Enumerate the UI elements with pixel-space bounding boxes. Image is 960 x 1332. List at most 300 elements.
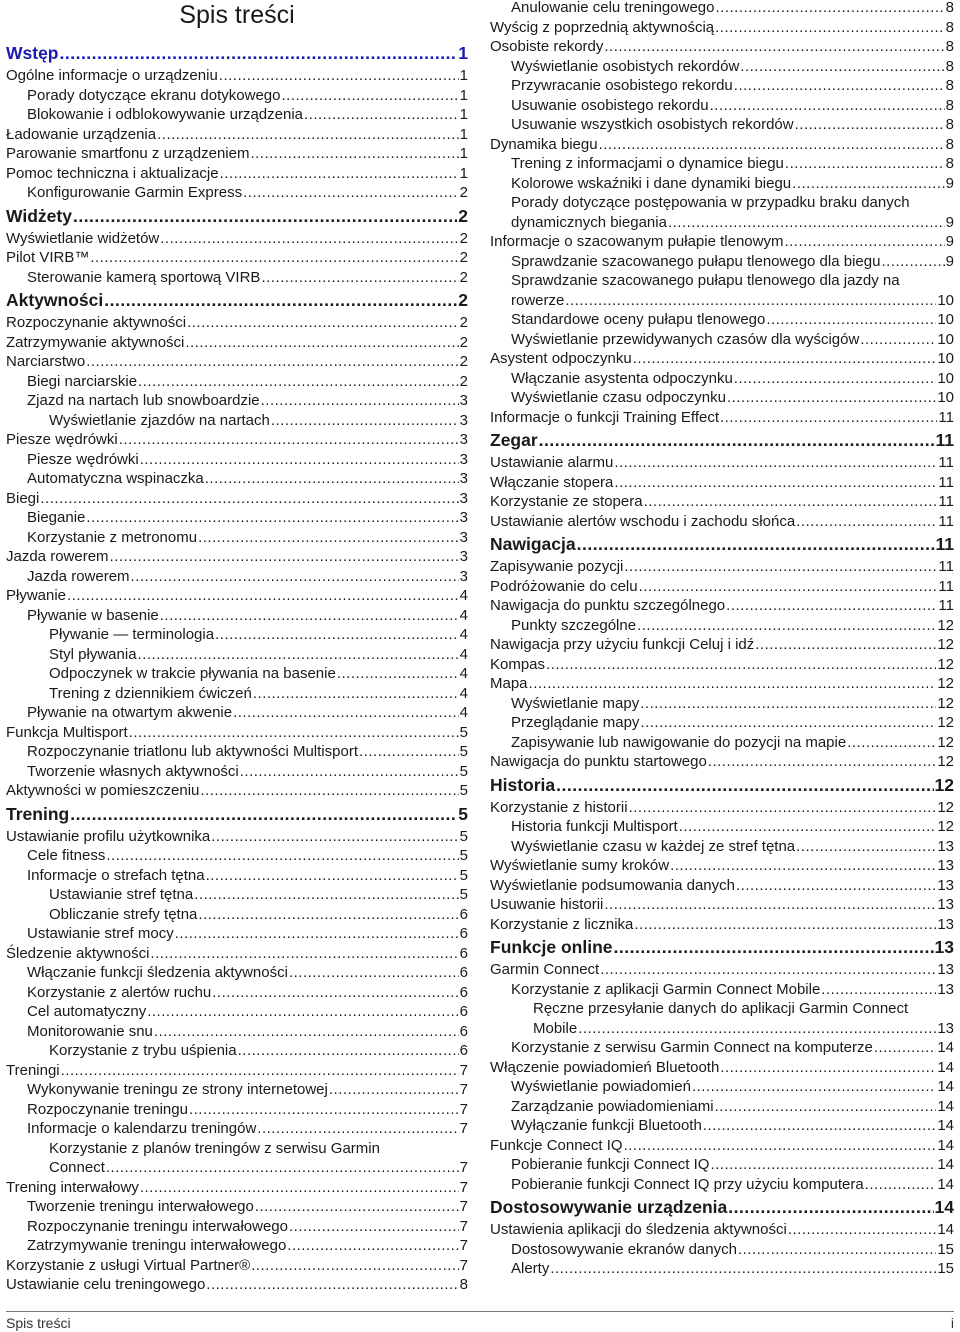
dot-leader bbox=[679, 817, 937, 837]
toc-entry[interactable] bbox=[6, 586, 468, 606]
toc-page-number: 12 bbox=[937, 675, 954, 692]
dot-leader bbox=[185, 333, 458, 353]
toc-page-number: 2 bbox=[459, 372, 468, 390]
toc-page-number: 11 bbox=[938, 597, 954, 614]
toc-entry[interactable] bbox=[490, 876, 954, 896]
toc-entry[interactable] bbox=[6, 905, 468, 925]
toc-entry[interactable] bbox=[490, 694, 954, 714]
toc-page-number: 8 bbox=[945, 155, 954, 172]
toc-entry[interactable] bbox=[6, 866, 468, 886]
toc-entry-title: Korzystanie ze stopera bbox=[490, 493, 643, 510]
toc-entry[interactable] bbox=[6, 391, 468, 411]
toc-page-number: 12 bbox=[937, 616, 954, 634]
dot-leader bbox=[206, 1275, 458, 1295]
dot-leader bbox=[796, 512, 937, 532]
toc-page-number: 11 bbox=[938, 408, 954, 426]
dot-leader bbox=[600, 960, 936, 980]
dot-leader bbox=[337, 664, 459, 684]
dot-leader bbox=[261, 268, 458, 288]
toc-entry[interactable] bbox=[6, 781, 468, 801]
toc-page-number: 14 bbox=[937, 1058, 954, 1076]
toc-entry[interactable] bbox=[6, 352, 468, 372]
toc-entry-title: Monitorowanie snu bbox=[27, 1022, 153, 1040]
toc-entry-title: Kolorowe wskaźniki i dane dynamiki biegu bbox=[511, 174, 792, 192]
toc-entry[interactable] bbox=[6, 268, 468, 288]
toc-entry[interactable] bbox=[6, 164, 468, 184]
toc-entry[interactable] bbox=[6, 625, 468, 645]
toc-entry-title: Usuwanie wszystkich osobistych rekordów bbox=[511, 116, 794, 133]
toc-entry[interactable] bbox=[490, 271, 954, 310]
toc-entry[interactable] bbox=[6, 963, 468, 983]
toc-entry[interactable] bbox=[490, 1155, 954, 1175]
toc-entry-title: Pływanie na otwartym akwenie bbox=[27, 704, 233, 721]
dot-leader bbox=[639, 577, 938, 597]
toc-entry[interactable] bbox=[490, 0, 954, 18]
toc-page-number: 14 bbox=[934, 1197, 954, 1217]
toc-entry[interactable] bbox=[490, 752, 954, 772]
toc-entry[interactable] bbox=[6, 450, 468, 470]
toc-entry[interactable] bbox=[490, 915, 954, 935]
toc-entry-title: Ustawianie stref mocy bbox=[27, 925, 174, 942]
toc-page-number: 6 bbox=[459, 1003, 468, 1020]
dot-leader bbox=[668, 213, 945, 233]
dot-leader bbox=[821, 980, 936, 1000]
toc-entry[interactable] bbox=[490, 388, 954, 408]
toc-entry-title: Podróżowanie do celu bbox=[490, 577, 638, 595]
toc-entry[interactable] bbox=[490, 76, 954, 96]
toc-entry-title: Korzystanie z trybu uśpienia bbox=[49, 1042, 237, 1059]
toc-entry[interactable] bbox=[490, 895, 954, 915]
toc-section-entry[interactable] bbox=[6, 40, 468, 66]
toc-entry[interactable] bbox=[6, 606, 468, 626]
toc-entry[interactable] bbox=[490, 856, 954, 876]
toc-entry[interactable] bbox=[6, 547, 468, 567]
dot-leader bbox=[720, 1058, 936, 1078]
toc-entry[interactable] bbox=[490, 369, 954, 389]
toc-page-number: 7 bbox=[459, 1061, 468, 1079]
toc-page-number: 5 bbox=[458, 803, 468, 824]
toc-entry-title: Pilot VIRB™ bbox=[6, 249, 90, 266]
toc-entry[interactable] bbox=[490, 733, 954, 753]
toc-entry-title: Trening bbox=[6, 803, 70, 824]
toc-entry[interactable] bbox=[490, 232, 954, 252]
dot-leader bbox=[157, 125, 459, 145]
toc-entry[interactable] bbox=[6, 508, 468, 528]
dot-leader bbox=[740, 57, 944, 77]
dot-leader bbox=[865, 1175, 937, 1195]
toc-entry-title: Porady dotyczące ekranu dotykowego bbox=[27, 86, 281, 104]
toc-entry[interactable] bbox=[6, 411, 468, 431]
toc-entry[interactable] bbox=[490, 596, 954, 616]
dot-leader bbox=[881, 252, 944, 272]
toc-entry-title: Informacje o funkcji Training Effect bbox=[490, 408, 719, 426]
toc-page-number: 3 bbox=[459, 528, 468, 546]
toc-entry-title-cont: dynamicznych biegania bbox=[511, 213, 667, 231]
toc-page-number: 1 bbox=[459, 67, 468, 84]
dot-leader bbox=[257, 1119, 458, 1139]
toc-entry[interactable] bbox=[490, 1259, 954, 1279]
toc-section-entry[interactable] bbox=[490, 531, 954, 557]
toc-page-number: 14 bbox=[937, 1136, 954, 1154]
dot-leader bbox=[577, 531, 935, 557]
toc-entry[interactable] bbox=[6, 1236, 468, 1256]
toc-entry-title: Wyświetlanie czasu odpoczynku bbox=[511, 389, 726, 406]
toc-entry[interactable] bbox=[6, 983, 468, 1003]
dot-leader bbox=[154, 1022, 459, 1042]
toc-entry[interactable] bbox=[490, 713, 954, 733]
toc-page-number: 1 bbox=[459, 164, 468, 182]
toc-entry-title: Tworzenie własnych aktywności bbox=[27, 762, 239, 780]
toc-entry[interactable] bbox=[6, 664, 468, 684]
toc-entry-title: Funkcja Multisport bbox=[6, 723, 128, 741]
dot-leader bbox=[755, 635, 936, 655]
dot-leader bbox=[220, 164, 459, 184]
toc-page-number: 2 bbox=[459, 268, 468, 286]
toc-page-number: 7 bbox=[459, 1120, 468, 1137]
toc-entry-title: Obliczanie strefy tętna bbox=[49, 905, 198, 923]
toc-entry-title: Bieganie bbox=[27, 509, 86, 526]
toc-entry[interactable] bbox=[6, 742, 468, 762]
toc-page-number: 3 bbox=[459, 411, 468, 429]
toc-entry[interactable] bbox=[490, 174, 954, 194]
dot-leader bbox=[670, 856, 936, 876]
toc-entry[interactable] bbox=[6, 1197, 468, 1217]
dot-leader bbox=[70, 801, 457, 827]
toc-entry[interactable] bbox=[6, 1022, 468, 1042]
toc-entry[interactable] bbox=[490, 980, 954, 1000]
toc-entry-title: Ustawianie alertów wschodu i zachodu słońca bbox=[490, 512, 796, 530]
toc-page-number: 12 bbox=[937, 714, 954, 731]
toc-entry-title-cont: rowerze bbox=[511, 291, 565, 309]
toc-page-number: 3 bbox=[459, 392, 468, 409]
toc-entry-title: Konfigurowanie Garmin Express bbox=[27, 184, 243, 201]
toc-entry-title: Anulowanie celu treningowego bbox=[511, 0, 715, 16]
toc-entry[interactable] bbox=[6, 86, 468, 106]
toc-entry[interactable] bbox=[490, 817, 954, 837]
toc-entry[interactable] bbox=[490, 1220, 954, 1240]
toc-entry-title: Jazda rowerem bbox=[6, 548, 109, 565]
toc-entry-title: Wyświetlanie mapy bbox=[511, 694, 640, 712]
toc-entry[interactable] bbox=[490, 635, 954, 655]
dot-leader bbox=[189, 1100, 459, 1120]
dot-leader bbox=[546, 655, 936, 675]
toc-entry-title: Usuwanie osobistego rekordu bbox=[511, 96, 709, 114]
toc-page-number: 13 bbox=[934, 937, 954, 957]
toc-entry-title: Dostosowywanie ekranów danych bbox=[511, 1240, 737, 1258]
dot-leader bbox=[614, 453, 937, 473]
toc-entry[interactable] bbox=[490, 1175, 954, 1195]
dot-leader bbox=[212, 983, 458, 1003]
toc-entry-title: Wyłączanie funkcji Bluetooth bbox=[511, 1117, 702, 1134]
dot-leader bbox=[215, 625, 459, 645]
toc-section-entry[interactable] bbox=[490, 772, 954, 798]
toc-entry-title: Pływanie w basenie bbox=[27, 606, 159, 624]
toc-entry-title: Funkcje online bbox=[490, 937, 613, 957]
toc-entry[interactable] bbox=[6, 1217, 468, 1237]
dot-leader bbox=[792, 174, 945, 194]
toc-section-entry[interactable] bbox=[490, 1194, 954, 1220]
dot-leader bbox=[703, 1116, 937, 1136]
toc-entry[interactable] bbox=[6, 125, 468, 145]
toc-entry-title: Jazda rowerem bbox=[27, 567, 130, 585]
toc-entry[interactable] bbox=[490, 252, 954, 272]
dot-leader bbox=[692, 1077, 936, 1097]
toc-entry[interactable] bbox=[6, 1002, 468, 1022]
toc-page-number: 8 bbox=[945, 18, 954, 36]
toc-page-number: 14 bbox=[937, 1221, 954, 1238]
toc-page-number: 9 bbox=[945, 213, 954, 231]
toc-entry-title: Ręczne przesyłanie danych do aplikacji Garmin Connect bbox=[533, 1000, 909, 1017]
toc-page-number: 14 bbox=[937, 1078, 954, 1095]
toc-section-entry[interactable] bbox=[490, 934, 954, 960]
dot-leader bbox=[67, 586, 459, 606]
toc-entry[interactable] bbox=[490, 798, 954, 818]
toc-page-number: 3 bbox=[459, 431, 468, 448]
toc-entry-title: Standardowe oceny pułapu tlenowego bbox=[511, 311, 766, 328]
toc-entry-title: Wyświetlanie osobistych rekordów bbox=[511, 57, 740, 75]
toc-entry-title: Włączanie asystenta odpoczynku bbox=[511, 369, 733, 387]
toc-page-number: 1 bbox=[459, 125, 468, 143]
dot-leader bbox=[734, 76, 945, 96]
toc-entry[interactable] bbox=[6, 684, 468, 704]
toc-entry[interactable] bbox=[6, 469, 468, 489]
toc-entry[interactable] bbox=[6, 924, 468, 944]
toc-page-number: 10 bbox=[937, 369, 954, 387]
dot-leader bbox=[578, 1019, 936, 1039]
toc-page-number: 8 bbox=[459, 1276, 468, 1293]
toc-entry-title: Tworzenie treningu interwałowego bbox=[27, 1198, 254, 1215]
toc-entry-title: Wyświetlanie zjazdów na nartach bbox=[49, 411, 270, 429]
dot-leader bbox=[614, 934, 934, 960]
toc-entry[interactable] bbox=[490, 616, 954, 636]
toc-entry[interactable] bbox=[490, 96, 954, 116]
toc-entry-title: Śledzenie aktywności bbox=[6, 944, 150, 962]
toc-entry[interactable] bbox=[490, 1136, 954, 1156]
toc-entry[interactable] bbox=[6, 1041, 468, 1061]
dot-leader bbox=[160, 229, 458, 249]
toc-page-number: 1 bbox=[459, 86, 468, 104]
dot-leader bbox=[160, 606, 459, 626]
toc-entry[interactable] bbox=[6, 313, 468, 333]
toc-entry-title: Rozpoczynanie treningu bbox=[27, 1100, 188, 1118]
toc-entry[interactable] bbox=[6, 229, 468, 249]
toc-entry[interactable] bbox=[6, 333, 468, 353]
dot-leader bbox=[637, 616, 936, 636]
dot-leader bbox=[106, 1158, 459, 1178]
toc-entry[interactable] bbox=[6, 1119, 468, 1139]
toc-section-entry[interactable] bbox=[6, 287, 468, 313]
dot-leader bbox=[796, 837, 936, 857]
toc-page-number: 11 bbox=[938, 558, 954, 575]
toc-entry[interactable] bbox=[490, 492, 954, 512]
toc-entry-title: Cele fitness bbox=[27, 847, 106, 864]
dot-leader bbox=[633, 349, 937, 369]
toc-entry[interactable] bbox=[6, 66, 468, 86]
toc-entry[interactable] bbox=[490, 408, 954, 428]
toc-page-number: 9 bbox=[945, 252, 954, 270]
toc-entry[interactable] bbox=[490, 154, 954, 174]
toc-entry-title: Zatrzymywanie treningu interwałowego bbox=[27, 1237, 287, 1254]
toc-entry[interactable] bbox=[490, 557, 954, 577]
toc-page-number: 5 bbox=[459, 886, 468, 903]
toc-entry[interactable] bbox=[490, 1058, 954, 1078]
toc-entry-title: Narciarstwo bbox=[6, 353, 86, 370]
dot-leader bbox=[194, 885, 458, 905]
dot-leader bbox=[255, 1197, 459, 1217]
toc-entry[interactable] bbox=[490, 1116, 954, 1136]
toc-entry[interactable] bbox=[490, 577, 954, 597]
toc-entry[interactable] bbox=[490, 473, 954, 493]
toc-entry[interactable] bbox=[490, 135, 954, 155]
toc-entry[interactable] bbox=[6, 144, 468, 164]
dot-leader bbox=[73, 203, 457, 229]
dot-leader bbox=[147, 1002, 458, 1022]
dot-leader bbox=[250, 144, 458, 164]
toc-entry[interactable] bbox=[490, 1077, 954, 1097]
dot-leader bbox=[715, 0, 944, 18]
toc-entry[interactable] bbox=[490, 960, 954, 980]
toc-entry[interactable] bbox=[6, 1061, 468, 1081]
toc-entry[interactable] bbox=[490, 37, 954, 57]
toc-entry-title: Pływanie — terminologia bbox=[49, 626, 215, 643]
toc-entry[interactable] bbox=[6, 762, 468, 782]
toc-entry-title: Mapa bbox=[490, 675, 528, 692]
toc-page-number: 12 bbox=[937, 694, 954, 712]
toc-entry-title: Trening z informacjami o dynamice biegu bbox=[511, 155, 784, 172]
toc-entry[interactable] bbox=[490, 999, 954, 1038]
toc-entry[interactable] bbox=[490, 1240, 954, 1260]
toc-page-number: 1 bbox=[459, 106, 468, 123]
toc-entry[interactable] bbox=[490, 512, 954, 532]
toc-entry[interactable] bbox=[6, 248, 468, 268]
toc-page-number: 15 bbox=[937, 1260, 954, 1277]
toc-entry-title: Nawigacja do punktu startowego bbox=[490, 753, 707, 770]
toc-page-number: 6 bbox=[459, 905, 468, 923]
toc-entry[interactable] bbox=[490, 349, 954, 369]
toc-entry[interactable] bbox=[490, 193, 954, 232]
dot-leader bbox=[251, 1256, 458, 1276]
toc-entry[interactable] bbox=[6, 1100, 468, 1120]
toc-entry-title: Cel automatyczny bbox=[27, 1003, 147, 1020]
toc-entry-title: Biegi narciarskie bbox=[27, 372, 138, 390]
toc-entry-title: Dynamika biegu bbox=[490, 135, 598, 153]
toc-entry[interactable] bbox=[6, 846, 468, 866]
toc-section-entry[interactable] bbox=[490, 427, 954, 453]
toc-entry-title: Korzystanie z licznika bbox=[490, 915, 634, 933]
toc-entry[interactable] bbox=[6, 105, 468, 125]
toc-entry-title: Ustawienia aplikacji do śledzenia aktywności bbox=[490, 1221, 787, 1238]
toc-page-number: 14 bbox=[937, 1097, 954, 1115]
toc-page-number: 4 bbox=[459, 665, 468, 682]
toc-entry[interactable] bbox=[6, 1275, 468, 1295]
toc-entry[interactable] bbox=[490, 330, 954, 350]
toc-entry-title: Wyświetlanie przewidywanych czasów dla wyścigów bbox=[511, 330, 860, 348]
toc-entry-title: Zatrzymywanie aktywności bbox=[6, 333, 185, 351]
toc-page-number: 10 bbox=[937, 389, 954, 406]
toc-entry[interactable] bbox=[6, 430, 468, 450]
toc-entry[interactable] bbox=[6, 703, 468, 723]
toc-section-entry[interactable] bbox=[6, 203, 468, 229]
toc-entry[interactable] bbox=[6, 723, 468, 743]
toc-entry[interactable] bbox=[490, 1097, 954, 1117]
toc-page-number: 2 bbox=[459, 333, 468, 351]
toc-page-number: 5 bbox=[459, 743, 468, 760]
toc-page-number: 2 bbox=[459, 249, 468, 266]
toc-entry[interactable] bbox=[6, 1178, 468, 1198]
toc-entry-title: Wyścig z poprzednią aktywnością bbox=[490, 18, 715, 36]
toc-entry[interactable] bbox=[6, 567, 468, 587]
toc-page-number: 12 bbox=[937, 798, 954, 816]
toc-entry-title: Piesze wędrówki bbox=[27, 450, 139, 468]
toc-page-number: 1 bbox=[459, 145, 468, 162]
toc-entry[interactable] bbox=[6, 528, 468, 548]
toc-page-number: 8 bbox=[945, 135, 954, 153]
page-number: i bbox=[950, 1315, 954, 1331]
toc-entry[interactable] bbox=[490, 453, 954, 473]
toc-entry[interactable] bbox=[490, 115, 954, 135]
dot-leader bbox=[556, 772, 933, 798]
toc-entry[interactable] bbox=[490, 310, 954, 330]
toc-entry[interactable] bbox=[490, 57, 954, 77]
dot-leader bbox=[624, 557, 937, 577]
toc-entry[interactable] bbox=[490, 655, 954, 675]
toc-entry-title: Wstęp bbox=[6, 43, 59, 63]
toc-entry-title: Pomoc techniczna i aktualizacje bbox=[6, 164, 219, 182]
toc-entry[interactable] bbox=[490, 18, 954, 38]
toc-page-number: 10 bbox=[937, 291, 954, 309]
toc-entry[interactable] bbox=[6, 1080, 468, 1100]
toc-entry[interactable] bbox=[490, 1038, 954, 1058]
toc-entry[interactable] bbox=[6, 885, 468, 905]
toc-entry[interactable] bbox=[490, 837, 954, 857]
toc-entry-title-cont: Mobile bbox=[533, 1019, 578, 1037]
toc-page-number: 13 bbox=[937, 1019, 954, 1037]
toc-page-number: 12 bbox=[937, 818, 954, 835]
toc-entry-title: Zapisywanie pozycji bbox=[490, 558, 624, 575]
toc-entry[interactable] bbox=[490, 674, 954, 694]
toc-entry[interactable] bbox=[6, 1256, 468, 1276]
toc-entry-title: Treningi bbox=[6, 1061, 60, 1079]
toc-page-number: 7 bbox=[459, 1081, 468, 1098]
toc-entry[interactable] bbox=[6, 827, 468, 847]
toc-page-number: 5 bbox=[459, 866, 468, 884]
dot-leader bbox=[86, 352, 458, 372]
page-footer bbox=[6, 1311, 954, 1331]
toc-page-number: 4 bbox=[459, 626, 468, 643]
toc-entry-title: Nawigacja bbox=[490, 534, 576, 554]
toc-entry[interactable] bbox=[6, 645, 468, 665]
toc-entry[interactable] bbox=[6, 1139, 468, 1178]
toc-section-entry[interactable] bbox=[6, 801, 468, 827]
dot-leader bbox=[644, 492, 938, 512]
toc-entry-title: Wyświetlanie sumy kroków bbox=[490, 857, 670, 874]
toc-page-number: 8 bbox=[945, 0, 954, 16]
toc-entry-title: Wyświetlanie powiadomień bbox=[511, 1078, 691, 1095]
toc-entry-title: Aktywności w pomieszczeniu bbox=[6, 782, 200, 799]
page-title: Spis treści bbox=[179, 1, 295, 29]
toc-entry[interactable] bbox=[6, 489, 468, 509]
toc-entry[interactable] bbox=[6, 372, 468, 392]
toc-page-number: 2 bbox=[458, 290, 468, 310]
toc-entry-title: Trening interwałowy bbox=[6, 1178, 139, 1196]
toc-entry[interactable] bbox=[6, 944, 468, 964]
dot-leader bbox=[550, 1259, 936, 1279]
toc-page-number: 6 bbox=[459, 964, 468, 981]
toc-entry[interactable] bbox=[6, 183, 468, 203]
dot-leader bbox=[206, 866, 459, 886]
toc-page-number: 5 bbox=[459, 723, 468, 741]
toc-entry-title: Zjazd na nartach lub snowboardzie bbox=[27, 392, 260, 409]
